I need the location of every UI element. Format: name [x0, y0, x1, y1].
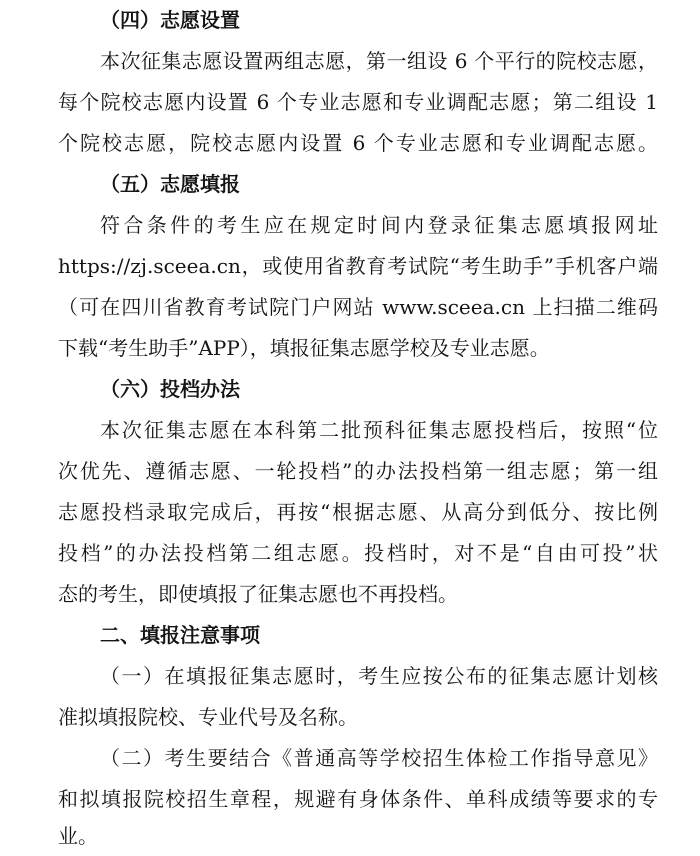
- paragraph-line: 下载“考生助手”APP），填报征集志愿学校及专业志愿。: [58, 336, 550, 360]
- section-heading-admission-method: （六）投档办法: [100, 377, 240, 401]
- paragraph-line: 本次征集志愿设置两组志愿，第一组设 6 个平行的院校志愿，: [100, 49, 658, 73]
- paragraph-line: （一）在填报征集志愿时，考生应按公布的征集志愿计划核: [100, 664, 658, 688]
- paragraph-line: 准拟填报院校、专业代号及名称。: [58, 705, 358, 729]
- paragraph-line: 态的考生，即使填报了征集志愿也不再投档。: [58, 582, 458, 606]
- paragraph-line: （二）考生要结合《普通高等学校招生体检工作指导意见》: [100, 746, 658, 770]
- paragraph-line-with-website: （可在四川省教育考试院门户网站 www.sceea.cn 上扫描二维码: [58, 295, 658, 319]
- paragraph-line-with-url: https://zj.sceea.cn，或使用省教育考试院“考生助手”手机客户端: [58, 254, 658, 278]
- paragraph-line: 和拟填报院校招生章程，规避有身体条件、单科成绩等要求的专: [58, 787, 658, 811]
- paragraph-line: 个院校志愿，院校志愿内设置 6 个专业志愿和专业调配志愿。: [58, 131, 658, 155]
- paragraph-line: 符合条件的考生应在规定时间内登录征集志愿填报网址: [100, 213, 658, 237]
- paragraph-line: 每个院校志愿内设置 6 个专业志愿和专业调配志愿；第二组设 1: [58, 90, 658, 114]
- paragraph-line: 本次征集志愿在本科第二批预科征集志愿投档后，按照“位: [100, 418, 658, 442]
- section-heading-volunteer-filling: （五）志愿填报: [100, 172, 240, 196]
- section-heading-volunteer-setup: （四）志愿设置: [100, 8, 240, 32]
- paragraph-line: 投档”的办法投档第二组志愿。投档时，对不是“自由可投”状: [58, 541, 658, 565]
- part-heading-filling-notes: 二、填报注意事项: [100, 623, 260, 647]
- paragraph-line: 次优先、遵循志愿、一轮投档”的办法投档第一组志愿；第一组: [58, 459, 658, 483]
- paragraph-line: 志愿投档录取完成后，再按“根据志愿、从高分到低分、按比例: [58, 500, 658, 524]
- paragraph-line: 业。: [58, 824, 98, 848]
